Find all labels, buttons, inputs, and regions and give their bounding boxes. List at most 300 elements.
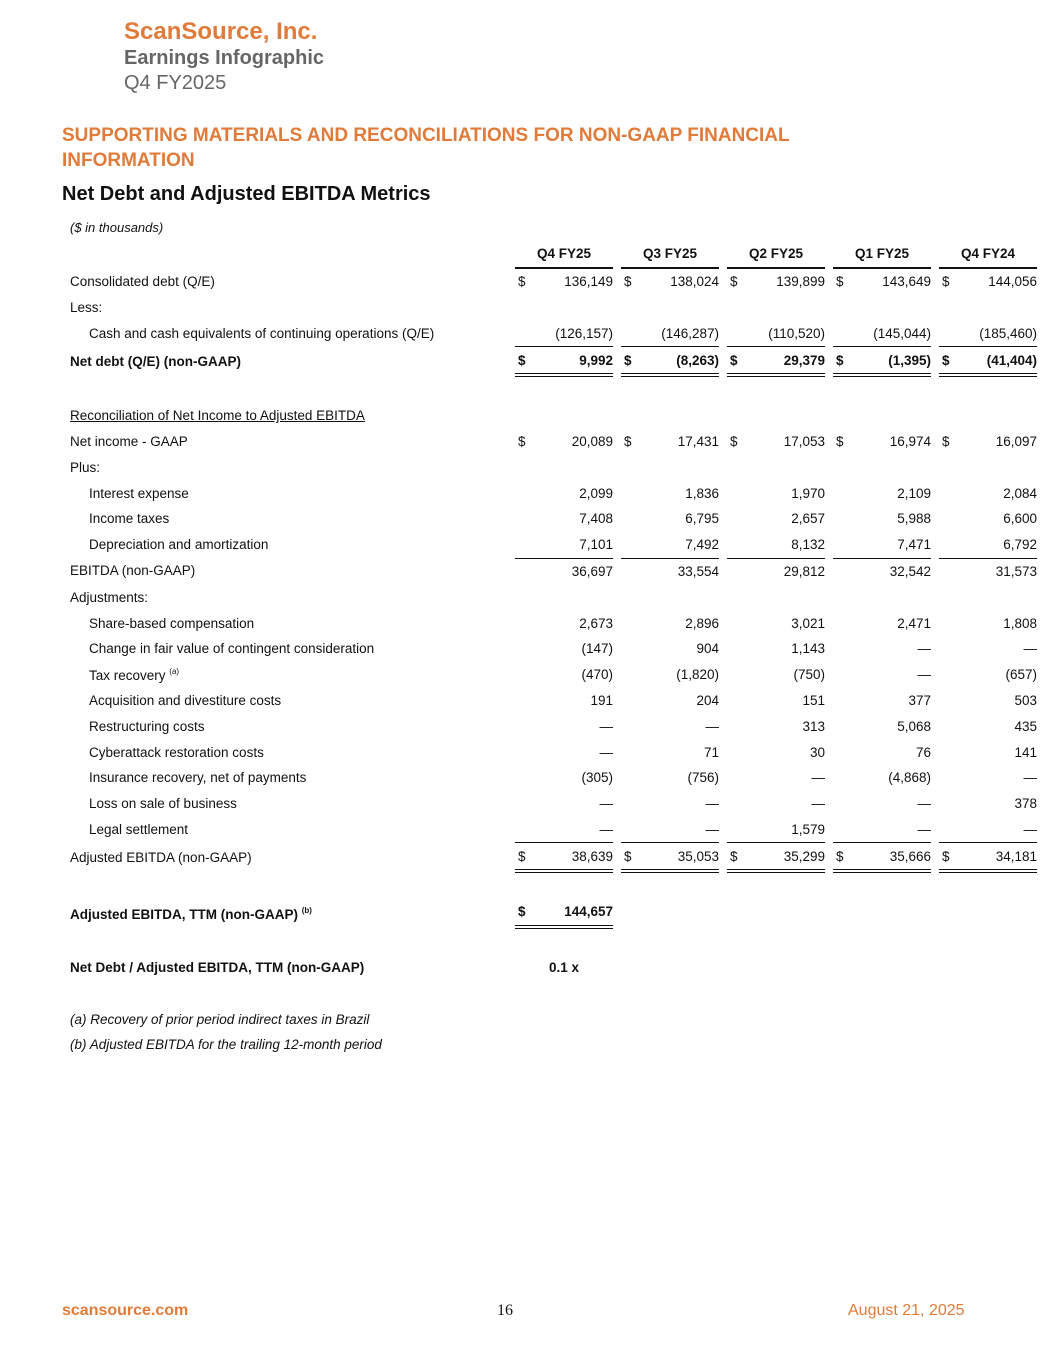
cell-value: 17,431 [677, 433, 719, 449]
currency-symbol [621, 817, 646, 843]
cell-value: 6,600 [1003, 511, 1037, 527]
currency-symbol [515, 739, 540, 765]
cell-value: 144,657 [540, 899, 613, 929]
row-label-text: Change in fair value of contingent consideration [89, 641, 375, 657]
table-row-ebitda [62, 558, 1037, 585]
currency-symbol: $ [515, 842, 540, 873]
gap [719, 662, 727, 688]
gap [825, 480, 833, 506]
currency-symbol [833, 739, 858, 765]
gap [825, 739, 833, 765]
gap [931, 713, 939, 739]
footnote-row [62, 1032, 1037, 1058]
cell-value: 435 [1014, 718, 1037, 734]
gap [613, 817, 621, 843]
row-label-text: Adjusted EBITDA (non-GAAP) [70, 850, 252, 866]
row-label-text: Less: [70, 299, 103, 315]
row-label [62, 713, 507, 739]
gap [931, 320, 939, 346]
gap [507, 688, 515, 714]
table-row-da [62, 532, 1037, 558]
currency-symbol [515, 688, 540, 714]
gap [931, 662, 939, 688]
footer-website: scansource.com [62, 1302, 189, 1319]
cell-value: 32,542 [858, 558, 931, 585]
cell-value: 1,579 [791, 821, 825, 837]
currency-symbol [833, 713, 858, 739]
cell-value: 7,492 [685, 537, 719, 553]
gap [931, 241, 939, 269]
currency-symbol [515, 558, 540, 585]
currency-symbol [515, 662, 540, 688]
gap [825, 636, 833, 662]
cell-value: 30 [809, 744, 825, 760]
page-number: 16 [497, 1302, 513, 1319]
gap [931, 558, 939, 585]
column-header-4: Q4 FY24 [939, 241, 1037, 269]
cell-value: 1,836 [685, 485, 719, 501]
currency-symbol [515, 636, 540, 662]
cell-value: (1,395) [858, 346, 931, 377]
gap [719, 558, 727, 585]
row-label [62, 817, 507, 843]
row-label [62, 454, 507, 480]
currency-symbol [939, 558, 964, 585]
cell-value: (1,820) [676, 667, 719, 683]
empty-cells [507, 295, 1037, 321]
gap [825, 269, 833, 295]
cell-value: (147) [581, 641, 613, 657]
cell-value: — [705, 796, 719, 812]
cell-value: (146,287) [661, 325, 719, 341]
table-row-cash [62, 320, 1037, 346]
cell-value: 36,697 [540, 558, 613, 585]
currency-symbol [515, 713, 540, 739]
gap [825, 610, 833, 636]
report-period: Q4 FY2025 [124, 72, 227, 94]
column-header-1: Q3 FY25 [621, 241, 719, 269]
table-row-contingent [62, 636, 1037, 662]
table-row-net_income [62, 429, 1037, 455]
header-spacer [62, 241, 507, 269]
currency-symbol [621, 791, 646, 817]
currency-symbol [621, 662, 646, 688]
currency-symbol [939, 636, 964, 662]
cell-value: 29,812 [752, 558, 825, 585]
currency-symbol [621, 713, 646, 739]
row-label-text: Adjustments: [70, 589, 149, 605]
currency-symbol: $ [836, 433, 844, 449]
gap [613, 429, 621, 455]
row-label [62, 346, 507, 377]
currency-symbol [939, 662, 964, 688]
cell-value: 7,471 [897, 537, 931, 553]
gap [613, 241, 621, 269]
currency-symbol [621, 506, 646, 532]
gap [719, 429, 727, 455]
row-label [62, 403, 507, 429]
gap [613, 480, 621, 506]
column-header-2: Q2 FY25 [727, 241, 825, 269]
currency-symbol [833, 610, 858, 636]
currency-symbol [727, 610, 752, 636]
row-label-text: Income taxes [89, 511, 170, 527]
cell-value: 16,097 [995, 433, 1037, 449]
row-label-text: Net Debt / Adjusted EBITDA, TTM (non-GAAP) [70, 959, 365, 975]
gap [507, 532, 515, 558]
gap [825, 506, 833, 532]
gap [507, 241, 515, 269]
gap [613, 791, 621, 817]
currency-symbol [515, 480, 540, 506]
cell-value: 138,024 [670, 274, 719, 290]
document-subtitle: Earnings Infographic [124, 47, 325, 69]
currency-symbol [621, 688, 646, 714]
footnote-marker: (a) [169, 666, 180, 676]
gap [931, 842, 939, 873]
currency-symbol [939, 791, 964, 817]
gap [613, 842, 621, 873]
table-row-acquisition [62, 688, 1037, 714]
table-row-cyberattack [62, 739, 1037, 765]
gap [719, 532, 727, 558]
gap [825, 662, 833, 688]
gap [719, 739, 727, 765]
gap [613, 269, 621, 295]
empty-cells [507, 584, 1037, 610]
cell-value: 29,379 [752, 346, 825, 377]
cell-value: 2,084 [1003, 485, 1037, 501]
cell-value: 33,554 [646, 558, 719, 585]
cell-value: 7,101 [579, 537, 613, 553]
row-label-text: Adjusted EBITDA, TTM (non-GAAP) [70, 906, 298, 922]
cell-value: 1,143 [791, 641, 825, 657]
row-label-text: Plus: [70, 459, 101, 475]
gap [931, 506, 939, 532]
gap [931, 765, 939, 791]
row-label [62, 739, 507, 765]
cell-value: 2,099 [579, 485, 613, 501]
footnote-text: (a) Recovery of prior period indirect taxes in Brazil [70, 1011, 370, 1027]
gap [613, 739, 621, 765]
cell-value: 503 [1014, 692, 1037, 708]
row-label [62, 480, 507, 506]
cell-value: — [599, 744, 613, 760]
currency-symbol [515, 506, 540, 532]
cell-value: — [917, 821, 931, 837]
currency-symbol [727, 688, 752, 714]
currency-symbol [939, 480, 964, 506]
cell-value: 31,573 [964, 558, 1037, 585]
cell-value: 1,808 [1003, 615, 1037, 631]
gap [931, 346, 939, 377]
cell-value: — [705, 718, 719, 734]
row-label [62, 269, 507, 295]
gap [507, 765, 515, 791]
table-row-adjustments [62, 584, 1037, 610]
cell-value: 8,132 [791, 537, 825, 553]
gap [507, 817, 515, 843]
column-header-0: Q4 FY25 [515, 241, 613, 269]
cell-value: — [1023, 641, 1037, 657]
row-label-text: Net debt (Q/E) (non-GAAP) [70, 354, 241, 370]
gap [719, 506, 727, 532]
gap [719, 320, 727, 346]
spacer-row [62, 929, 1037, 955]
currency-symbol [939, 739, 964, 765]
cell-value: 904 [696, 641, 719, 657]
currency-symbol [833, 765, 858, 791]
currency-symbol [515, 765, 540, 791]
currency-symbol: $ [942, 274, 950, 290]
currency-symbol [727, 791, 752, 817]
currency-symbol [515, 532, 540, 558]
gap [507, 662, 515, 688]
gap [507, 610, 515, 636]
gap [613, 558, 621, 585]
row-label-text: Acquisition and divestiture costs [89, 692, 282, 708]
cell-value: — [599, 821, 613, 837]
cell-value: 204 [696, 692, 719, 708]
gap [825, 532, 833, 558]
currency-symbol: $ [518, 274, 526, 290]
row-label-text: Depreciation and amortization [89, 537, 269, 553]
cell-value: 2,109 [897, 485, 931, 501]
currency-symbol: $ [727, 842, 752, 873]
cell-value: — [1023, 821, 1037, 837]
table-row-income_taxes [62, 506, 1037, 532]
table-row-adj_ebitda [62, 842, 1037, 873]
gap [719, 636, 727, 662]
footnote-marker: (b) [301, 905, 312, 915]
row-label [62, 791, 507, 817]
currency-symbol [939, 713, 964, 739]
gap [931, 429, 939, 455]
gap [507, 899, 515, 929]
row-label [62, 558, 507, 585]
gap [613, 610, 621, 636]
table-row-legal [62, 817, 1037, 843]
table-row-plus [62, 454, 1037, 480]
currency-symbol [727, 713, 752, 739]
gap [507, 636, 515, 662]
spacer-row [62, 377, 1037, 403]
spacer-row [62, 873, 1037, 899]
row-label [62, 295, 507, 321]
table-row-tax_recovery [62, 662, 1037, 688]
currency-symbol [939, 506, 964, 532]
empty-cells [507, 403, 1037, 429]
cell-value: (8,263) [646, 346, 719, 377]
row-label-text: Cash and cash equivalents of continuing operations (Q/E) [89, 325, 435, 341]
currency-symbol [621, 636, 646, 662]
gap [507, 346, 515, 377]
cell-value: 1,970 [791, 485, 825, 501]
currency-symbol: $ [833, 842, 858, 873]
table-row-net_debt [62, 346, 1037, 377]
cell-value: 139,899 [776, 274, 825, 290]
currency-symbol [939, 610, 964, 636]
row-label [62, 636, 507, 662]
cell-value: — [917, 641, 931, 657]
row-label-text: Interest expense [89, 485, 189, 501]
cell-value: (110,520) [768, 325, 825, 341]
cell-value: (145,044) [873, 325, 931, 341]
column-header-3: Q1 FY25 [833, 241, 931, 269]
section-title: SUPPORTING MATERIALS AND RECONCILIATIONS FOR NON-GAAP FINANCIAL INFORMATION [62, 125, 790, 171]
currency-symbol [515, 817, 540, 843]
cell-value: 191 [590, 692, 613, 708]
row-label [62, 899, 507, 929]
gap [825, 346, 833, 377]
cell-value: — [917, 667, 931, 683]
currency-symbol [833, 636, 858, 662]
gap [719, 269, 727, 295]
cell-value: 313 [802, 718, 825, 734]
gap [507, 320, 515, 346]
gap [719, 241, 727, 269]
cell-value: 34,181 [964, 842, 1037, 873]
table-row-recon_heading [62, 403, 1037, 429]
footnote-text: (b) Adjusted EBITDA for the trailing 12-month period [70, 1037, 382, 1053]
row-label-text: EBITDA (non-GAAP) [70, 563, 196, 579]
currency-symbol: $ [836, 274, 844, 290]
currency-symbol [833, 480, 858, 506]
currency-symbol [939, 532, 964, 558]
currency-symbol [727, 480, 752, 506]
cell-value: 378 [1014, 796, 1037, 812]
cell-value: 2,657 [791, 511, 825, 527]
spacer [62, 377, 1037, 403]
spacer [62, 980, 1037, 1006]
cell-value: 17,053 [783, 433, 825, 449]
gap [825, 241, 833, 269]
cell-value: 16,974 [889, 433, 931, 449]
currency-symbol [833, 506, 858, 532]
currency-symbol: $ [518, 433, 526, 449]
currency-symbol [727, 636, 752, 662]
currency-symbol [621, 558, 646, 585]
gap [719, 610, 727, 636]
cell-value: 20,089 [571, 433, 613, 449]
gap [719, 346, 727, 377]
cell-value: 2,896 [685, 615, 719, 631]
cell-value: 377 [908, 692, 931, 708]
currency-symbol: $ [730, 274, 738, 290]
company-name: ScanSource, Inc. [124, 18, 318, 45]
gap [931, 817, 939, 843]
gap [825, 558, 833, 585]
cell-value: — [811, 796, 825, 812]
gap [931, 688, 939, 714]
row-label [62, 688, 507, 714]
cell-value: 35,666 [858, 842, 931, 873]
currency-symbol [939, 688, 964, 714]
gap [825, 791, 833, 817]
row-label-text: Restructuring costs [89, 718, 205, 734]
row-label-text: Share-based compensation [89, 615, 255, 631]
gap [613, 713, 621, 739]
cell-value: — [599, 718, 613, 734]
row-label [62, 955, 507, 981]
cell-value: 143,649 [882, 274, 931, 290]
gap [825, 817, 833, 843]
cell-value: (41,404) [964, 346, 1037, 377]
currency-symbol [515, 791, 540, 817]
cell-value: 35,053 [646, 842, 719, 873]
row-label-text: Net income - GAAP [70, 433, 188, 449]
currency-symbol [621, 765, 646, 791]
row-label-text: Tax recovery [89, 667, 166, 683]
currency-symbol: $ [833, 346, 858, 377]
table-row-loss_sale [62, 791, 1037, 817]
currency-symbol [727, 506, 752, 532]
gap [825, 765, 833, 791]
row-label [62, 532, 507, 558]
table-row-consolidated_debt [62, 269, 1037, 295]
row-label [62, 429, 507, 455]
gap [613, 346, 621, 377]
gap [719, 791, 727, 817]
cell-value: — [1023, 770, 1037, 786]
currency-symbol [727, 662, 752, 688]
gap [507, 558, 515, 585]
document-header [124, 18, 324, 95]
currency-symbol: $ [939, 842, 964, 873]
currency-symbol [833, 662, 858, 688]
gap [613, 506, 621, 532]
currency-symbol: $ [621, 346, 646, 377]
cell-value: 2,673 [579, 615, 613, 631]
gap [507, 791, 515, 817]
currency-symbol: $ [730, 433, 738, 449]
row-label [62, 765, 507, 791]
cell-value: 5,988 [897, 511, 931, 527]
spacer [62, 929, 1037, 955]
empty-cells [613, 955, 1037, 981]
currency-symbol [727, 558, 752, 585]
currency-symbol [833, 320, 858, 346]
row-label [62, 610, 507, 636]
footer-date: August 21, 2025 [848, 1302, 965, 1319]
currency-symbol [621, 610, 646, 636]
cell-value: 38,639 [540, 842, 613, 873]
empty-cells [507, 454, 1037, 480]
gap [719, 842, 727, 873]
cell-value: 6,792 [1003, 537, 1037, 553]
cell-value: (756) [687, 770, 719, 786]
empty-cells [613, 899, 1037, 929]
gap [931, 739, 939, 765]
gap [931, 636, 939, 662]
gap [507, 506, 515, 532]
currency-symbol [939, 817, 964, 843]
gap [613, 662, 621, 688]
currency-symbol [833, 817, 858, 843]
cell-value: 144,056 [988, 274, 1037, 290]
gap [507, 429, 515, 455]
row-label [62, 584, 507, 610]
gap [931, 532, 939, 558]
table-row-less [62, 295, 1037, 321]
currency-symbol: $ [621, 842, 646, 873]
gap [825, 842, 833, 873]
cell-value: 6,795 [685, 511, 719, 527]
cell-value: 71 [703, 744, 719, 760]
row-label-text: Loss on sale of business [89, 796, 237, 812]
currency-symbol [515, 610, 540, 636]
row-label-text: Reconciliation of Net Income to Adjusted EBITDA [70, 408, 365, 424]
